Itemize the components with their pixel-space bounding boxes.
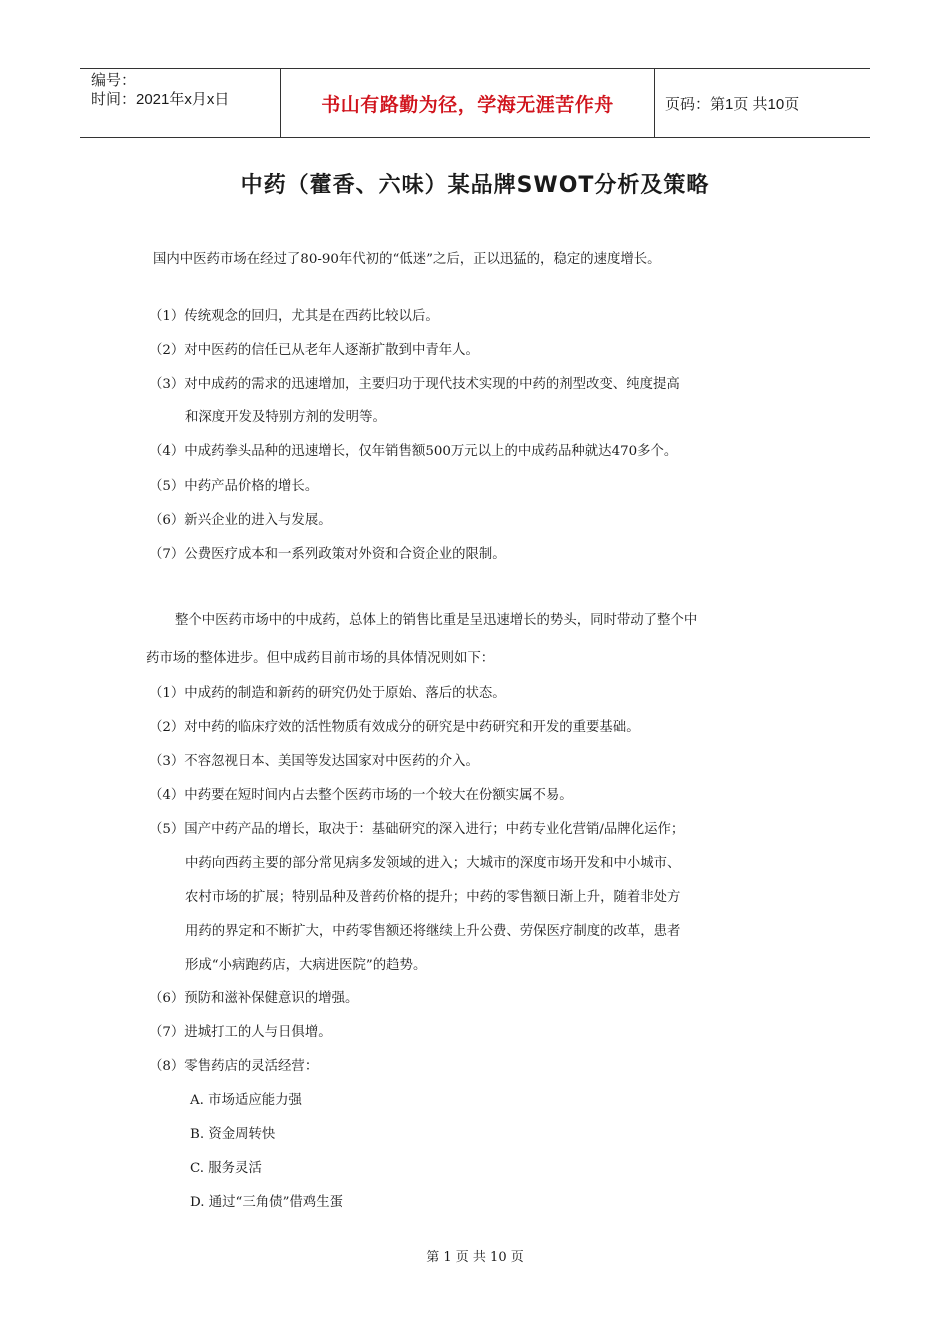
list1-item-4: （4）中成药拳头品种的迅速增长，仅年销售额500万元以上的中成药品种就达470多个。 — [149, 444, 678, 459]
intro-paragraph: 国内中医药市场在经过了80-90年代初的“低迷”之后，正以迅猛的，稳定的速度增长。 — [153, 252, 661, 267]
header-middle-cell — [281, 69, 655, 137]
sub-item-d: D. 通过“三角债”借鸡生蛋 — [190, 1195, 343, 1210]
list1-item-6: （6）新兴企业的进入与发展。 — [149, 513, 332, 528]
list2-item-3: （3）不容忽视日本、美国等发达国家对中医药的介入。 — [149, 754, 479, 769]
paragraph-2-line-1: 整个中医药市场中的中成药，总体上的销售比重是呈迅速增长的势头，同时带动了整个中 — [175, 613, 698, 628]
list1-item-2: （2）对中医药的信任已从老年人逐渐扩散到中青年人。 — [149, 343, 479, 358]
list2-item-2: （2）对中药的临床疗效的活性物质有效成分的研究是中药研究和开发的重要基础。 — [149, 720, 640, 735]
list2-item-5-line-2: 中药向西药主要的部分常见病多发领域的进入；大城市的深度市场开发和中小城市、 — [185, 856, 681, 871]
list1-item-3: （3）对中成药的需求的迅速增加，主要归功于现代技术实现的中药的剂型改变、纯度提高 — [149, 377, 680, 392]
list2-item-5-line-3: 农村市场的扩展；特别品种及普药价格的提升；中药的零售额日渐上升，随着非处方 — [185, 890, 681, 905]
list1-item-5: （5）中药产品价格的增长。 — [149, 479, 319, 494]
number-label: 编号： — [91, 72, 137, 89]
sub-item-c: C. 服务灵活 — [190, 1161, 262, 1176]
time-label: 时间：2021年x月x日 — [91, 91, 230, 108]
list2-item-5-line-5: 形成“小病跑药店，大病进医院”的趋势。 — [185, 958, 427, 973]
sub-item-a: A. 市场适应能力强 — [190, 1093, 302, 1108]
list2-item-5-line-4: 用药的界定和不断扩大，中药零售额还将继续上升公费、劳保医疗制度的改革，患者 — [185, 924, 681, 939]
page-footer: 第 1 页 共 10 页 — [426, 1250, 524, 1265]
list2-item-7: （7）进城打工的人与日俱增。 — [149, 1025, 332, 1040]
page-label: 页码：第1页 共10页 — [665, 95, 800, 113]
header-left-cell — [80, 69, 281, 137]
list1-item-1: （1）传统观念的回归，尤其是在西药比较以后。 — [149, 309, 439, 324]
list2-item-4: （4）中药要在短时间内占去整个医药市场的一个较大在份额实属不易。 — [149, 788, 573, 803]
list2-item-1: （1）中成药的制造和新药的研究仍处于原始、落后的状态。 — [149, 686, 506, 701]
paragraph-2-line-2: 药市场的整体进步。但中成药目前市场的具体情况则如下： — [146, 651, 495, 666]
list2-item-6: （6）预防和滋补保健意识的增强。 — [149, 991, 359, 1006]
header-right-cell — [655, 69, 870, 137]
list2-item-5: （5）国产中药产品的增长，取决于：基础研究的深入进行；中药专业化营销/品牌化运作； — [149, 822, 685, 837]
motto-text: 书山有路勤为径，学海无涯苦作舟 — [321, 93, 614, 116]
document-title: 中药（藿香、六味）某品牌SWOT分析及策略 — [240, 173, 710, 198]
list2-item-8: （8）零售药店的灵活经营： — [149, 1059, 319, 1074]
list1-item-7: （7）公费医疗成本和一系列政策对外资和合资企业的限制。 — [149, 547, 506, 562]
sub-item-b: B. 资金周转快 — [190, 1127, 276, 1142]
list1-item-3-continued: 和深度开发及特别方剂的发明等。 — [185, 410, 386, 425]
header-table — [80, 68, 870, 138]
